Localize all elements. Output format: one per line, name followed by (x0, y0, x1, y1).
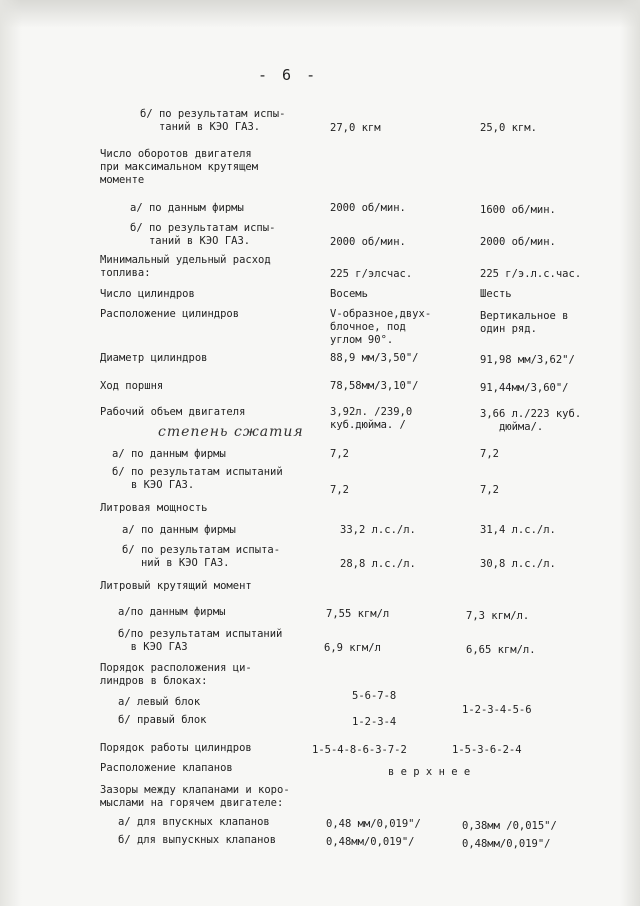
row-22-engine-a: 1-2-3-4 (352, 716, 397, 728)
row-9-label: Ход поршня (100, 380, 164, 392)
row-5-engine-b: 225 г/э.л.с.час. (480, 268, 582, 280)
row-14-label: Литровая мощность (100, 502, 208, 514)
row-9-engine-a: 78,58мм/3,10"/ (330, 380, 419, 392)
row-5-engine-a: 225 г/элсчас. (330, 268, 413, 280)
row-24-label: Расположение клапанов (100, 762, 233, 774)
row-7-engine-b: Вертикальное в один ряд. (480, 310, 569, 335)
row-1-label: Число оборотов двигателя при максимальном крутящем моменте (100, 148, 259, 186)
row-9-engine-b: 91,44мм/3,60"/ (480, 382, 569, 394)
row-19-label: б/по результатам испытаний в КЭО ГАЗ (118, 628, 283, 653)
scan-edge-right (620, 0, 640, 906)
row-10-engine-b: 3,66 л./223 куб. дюйма/. (480, 408, 582, 433)
row-27-engine-b: 0,48мм/0,019"/ (462, 838, 551, 850)
row-20-label: Порядок расположения ци- линдров в блоках: (100, 662, 252, 687)
row-8-engine-b: 91,98 мм/3,62"/ (480, 354, 575, 366)
row-0-label: б/ по результатам испы- таний в КЭО ГАЗ. (140, 108, 286, 133)
row-10-label: Рабочий объем двигателя (100, 406, 246, 418)
row-27-label: б/ для выпускных клапанов (118, 834, 277, 846)
row-2-label: а/ по данным фирмы (130, 202, 244, 214)
row-15-label: а/ по данным фирмы (122, 524, 236, 536)
row-27-engine-a: 0,48мм/0,019"/ (326, 836, 415, 848)
row-23-engine-a: 1-5-4-8-6-3-7-2 (312, 744, 407, 756)
row-16-engine-b: 30,8 л.с./л. (480, 558, 556, 570)
row-15-engine-a: 33,2 л.с./л. (340, 524, 416, 536)
row-18-label: а/по данным фирмы (118, 606, 226, 618)
row-19-engine-b: 6,65 кгм/л. (466, 644, 536, 656)
row-7-engine-a: V-образное,двух- блочное, под углом 90°. (330, 308, 432, 346)
row-17-label: Литровый крутящий момент (100, 580, 252, 592)
row-0-engine-a: 27,0 кгм (330, 122, 381, 134)
row-11-engine-a: 7,2 (330, 448, 349, 460)
row-8-engine-a: 88,9 мм/3,50"/ (330, 352, 419, 364)
row-10-engine-a: 3,92л. /239,0 куб.дюйма. / (330, 406, 413, 431)
row-12-label: б/ по результатам испытаний в КЭО ГАЗ. (112, 466, 283, 491)
row-11-label: а/ по данным фирмы (112, 448, 226, 460)
row-26-engine-a: 0,48 мм/0,019"/ (326, 818, 421, 830)
row-3-engine-b: 2000 об/мин. (480, 236, 556, 248)
row-16-label: б/ по результатам испыта- ний в КЭО ГАЗ. (122, 544, 281, 569)
row-11-engine-b: 7,2 (480, 448, 499, 460)
row-22-label: б/ правый блок (118, 714, 207, 726)
row-24-engine-a: в е р х н е е (388, 766, 471, 778)
row-21-engine-a: 5-6-7-8 (352, 690, 397, 702)
row-6-engine-a: Восемь (330, 288, 368, 300)
row-3-label: б/ по результатам испы- таний в КЭО ГАЗ. (130, 222, 276, 247)
row-18-engine-a: 7,55 кгм/л (326, 608, 390, 620)
row-18-engine-b: 7,3 кгм/л. (466, 610, 530, 622)
row-25-label: Зазоры между клапанами и коро- мыслами на горячем двигателе: (100, 784, 290, 809)
page-number: - 6 - (258, 66, 319, 84)
row-2-engine-a: 2000 об/мин. (330, 202, 406, 214)
handwritten-note: степень сжатия (158, 424, 304, 440)
row-6-engine-b: Шесть (480, 288, 512, 300)
row-23-label: Порядок работы цилиндров (100, 742, 252, 754)
row-22-engine-b: 1-2-3-4-5-6 (462, 704, 532, 716)
row-0-engine-b: 25,0 кгм. (480, 122, 537, 134)
row-4-label: Минимальный удельный расход топлива: (100, 254, 271, 279)
row-15-engine-b: 31,4 л.с./л. (480, 524, 556, 536)
scan-edge-left (0, 0, 22, 906)
scan-edge-top (0, 0, 640, 28)
row-8-label: Диаметр цилиндров (100, 352, 208, 364)
row-23-engine-b: 1-5-3-6-2-4 (452, 744, 522, 756)
row-7-label: Расположение цилиндров (100, 308, 240, 320)
row-21-label: а/ левый блок (118, 696, 201, 708)
row-3-engine-a: 2000 об/мин. (330, 236, 406, 248)
row-19-engine-a: 6,9 кгм/л (324, 642, 381, 654)
row-26-engine-b: 0,38мм /0,015"/ (462, 820, 557, 832)
row-16-engine-a: 28,8 л.с./л. (340, 558, 416, 570)
row-2-engine-b: 1600 об/мин. (480, 204, 556, 216)
row-26-label: а/ для впускных клапанов (118, 816, 270, 828)
row-13-engine-a: 7,2 (330, 484, 349, 496)
row-6-label: Число цилиндров (100, 288, 195, 300)
row-13-engine-b: 7,2 (480, 484, 499, 496)
